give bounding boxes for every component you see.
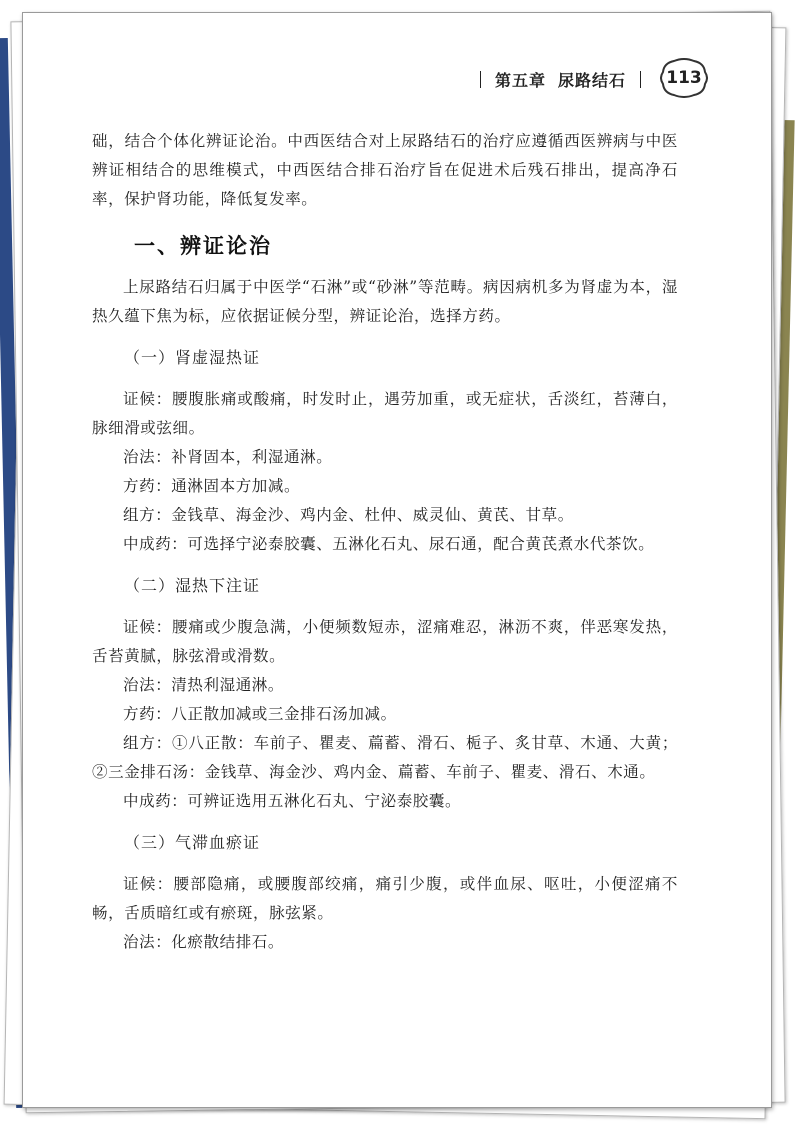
- running-header: [480, 68, 641, 90]
- symptoms-paragraph: 证候：腰痛或少腹急满，小便频数短赤，涩痛难忍，淋沥不爽，伴恶寒发热，舌苔黄腻，脉弦滑或滑数。: [92, 618, 678, 665]
- patent-medicine-paragraph: 中成药：可选择宁泌泰胶囊、五淋化石丸、尿石通，配合黄芪煮水代茶饮。: [123, 535, 655, 553]
- header-divider: [480, 71, 481, 88]
- syndrome-heading: （二）湿热下注证: [124, 576, 261, 595]
- section-heading: 一、辨证论治: [134, 234, 272, 258]
- prescription-paragraph: 方药：八正散加减或三金排石汤加减。: [123, 705, 397, 723]
- section-intro: 上尿路结石归属于中医学“石淋”或“砂淋”等范畴。病因病机多为肾虚为本，湿热久蕴下焦为标，应依据证候分型，辨证论治，选择方药。: [92, 278, 678, 325]
- formula-paragraph: 组方：金钱草、海金沙、鸡内金、杜仲、威灵仙、黄芪、甘草。: [123, 506, 574, 524]
- treatment-paragraph: 治法：清热利湿通淋。: [123, 676, 285, 694]
- chapter-title: 尿路结石: [558, 70, 627, 90]
- prescription-paragraph: 方药：通淋固本方加减。: [123, 477, 301, 495]
- continued-paragraph: 础，结合个体化辨证论治。中西医结合对上尿路结石的治疗应遵循西医辨病与中医辨证相结合的思维模式，中西医结合排石治疗旨在促进术后残石排出，提高净石率，保护肾功能，降低复发率。: [92, 132, 678, 208]
- formula-paragraph: 组方：①八正散：车前子、瞿麦、萹蓄、滑石、栀子、炙甘草、木通、大黄；②三金排石汤：金钱草、海金沙、鸡内金、萹蓄、车前子、瞿麦、滑石、木通。: [92, 734, 678, 781]
- syndrome-heading: （三）气滞血瘀证: [124, 833, 261, 852]
- syndrome-heading: （一）肾虚湿热证: [124, 348, 261, 367]
- symptoms-paragraph: 证候：腰部隐痛，或腰腹部绞痛，痛引少腹，或伴血尿、呕吐，小便涩痛不畅，舌质暗红或有瘀斑，脉弦紧。: [92, 875, 678, 922]
- treatment-paragraph: 治法：补肾固本，利湿通淋。: [123, 448, 333, 466]
- page-content: [92, 127, 678, 957]
- patent-medicine-paragraph: 中成药：可辨证选用五淋化石丸、宁泌泰胶囊。: [123, 792, 462, 810]
- page-number: 113: [666, 68, 702, 88]
- header-divider: [640, 71, 641, 88]
- chapter-label: 第五章: [495, 70, 547, 90]
- symptoms-paragraph: 证候：腰腹胀痛或酸痛，时发时止，遇劳加重，或无症状，舌淡红，苔薄白，脉细滑或弦细。: [92, 390, 678, 437]
- page-number-badge: [660, 58, 708, 98]
- treatment-paragraph: 治法：化瘀散结排石。: [123, 933, 285, 951]
